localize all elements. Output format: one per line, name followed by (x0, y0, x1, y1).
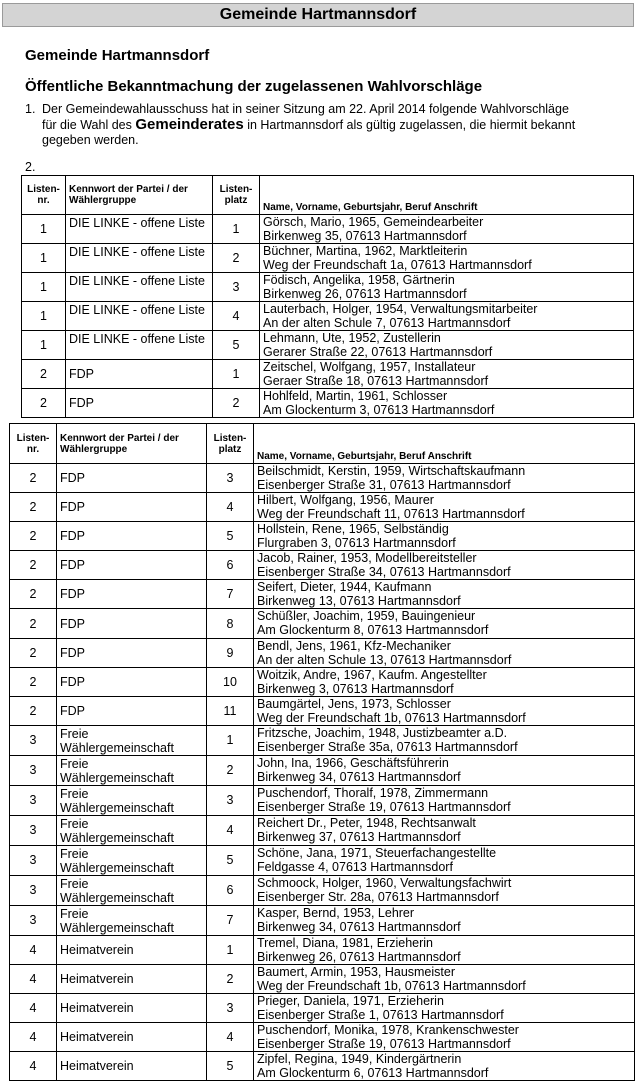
candidate-address: Flurgraben 3, 07613 Hartmannsdorf (257, 536, 456, 551)
candidate-name: Zeitschel, Wolfgang, 1957, Installateur (263, 360, 476, 374)
list-number-cell: 2 (10, 609, 57, 638)
table-row (10, 464, 635, 493)
candidate-address: Am Glockenturm 6, 07613 Hartmannsdorf (257, 1066, 489, 1081)
candidate-name: Beilschmidt, Kerstin, 1959, Wirtschaftskaufmann (257, 464, 526, 478)
candidate-cell (254, 1052, 635, 1081)
table-row (10, 609, 635, 638)
list-position-cell: 11 (207, 696, 254, 725)
candidate-cell (254, 935, 635, 964)
candidate-name: Schmoock, Holger, 1960, Verwaltungsfachwirt (257, 875, 512, 890)
list-number-cell: 1 (22, 273, 66, 302)
candidate-address: Eisenberger Straße 19, 07613 Hartmannsdorf (257, 1037, 511, 1052)
party-name-cell: Heimatverein (57, 1023, 207, 1052)
col-header-listenplatz: Listen-platz (207, 424, 254, 464)
party-name-cell: Freie Wählergemeinschaft (57, 815, 207, 845)
candidate-name: Jacob, Rainer, 1953, Modellbereitsteller (257, 551, 477, 566)
list-number-cell: 1 (22, 244, 66, 273)
candidate-name: John, Ina, 1966, Geschäftsführerin (257, 755, 449, 770)
list-number-cell: 3 (10, 755, 57, 785)
table-row (10, 522, 635, 551)
candidate-cell (254, 785, 635, 815)
list-position-cell: 4 (207, 493, 254, 522)
list-position-cell: 2 (213, 389, 260, 418)
list-number-cell: 4 (10, 964, 57, 993)
list-number-cell: 1 (22, 215, 66, 244)
candidate-address: Eisenberger Straße 34, 07613 Hartmannsdorf (257, 565, 511, 580)
candidate-address: Birkenweg 26, 07613 Hartmannsdorf (257, 949, 461, 964)
list-number-cell: 3 (10, 725, 57, 755)
candidate-name: Tremel, Diana, 1981, Erzieherin (257, 935, 434, 950)
list-position-cell: 10 (207, 667, 254, 696)
table-row (10, 994, 635, 1023)
list-position-cell: 5 (207, 845, 254, 875)
table-header-row (22, 176, 634, 215)
list-number-cell: 3 (10, 815, 57, 845)
candidate-name: Büchner, Martina, 1962, Marktleiterin (263, 244, 468, 258)
party-name-cell: FDP (57, 493, 207, 522)
candidate-address: Am Glockenturm 8, 07613 Hartmannsdorf (257, 623, 489, 638)
candidate-name: Zipfel, Regina, 1949, Kindergärtnerin (257, 1052, 462, 1067)
party-name-cell: FDP (57, 551, 207, 580)
list-position-cell: 3 (207, 785, 254, 815)
list-number-cell: 3 (10, 905, 57, 935)
list-number-cell: 3 (10, 785, 57, 815)
table-row (22, 389, 634, 418)
candidate-cell (254, 905, 635, 935)
party-name-cell: Freie Wählergemeinschaft (57, 785, 207, 815)
candidate-address: Weg der Freundschaft 11, 07613 Hartmannsdorf (257, 507, 525, 522)
col-header-listennr: Listen-nr. (10, 424, 57, 464)
item-text-part: in Hartmannsdorf als gültig zugelassen, die hiermit bekannt gegeben werden. (42, 118, 576, 147)
list-number-cell: 4 (10, 935, 57, 964)
candidate-name: Prieger, Daniela, 1971, Erzieherin (257, 994, 444, 1009)
list-position-cell: 3 (207, 994, 254, 1023)
candidate-cell (254, 667, 635, 696)
candidate-cell (260, 302, 634, 331)
candidates-table-1 (21, 175, 634, 418)
table-row (10, 667, 635, 696)
candidate-address: Eisenberger Straße 19, 07613 Hartmannsdorf (257, 799, 511, 814)
item-number-2: 2. (25, 160, 36, 174)
candidate-address: Birkenweg 34, 07613 Hartmannsdorf (257, 919, 461, 934)
list-number-cell: 3 (10, 875, 57, 905)
party-name-cell: DIE LINKE - offene Liste (66, 302, 213, 331)
table-row (10, 696, 635, 725)
page-banner: Gemeinde Hartmannsdorf (2, 3, 634, 27)
candidate-cell (260, 244, 634, 273)
candidate-address: Birkenweg 35, 07613 Hartmannsdorf (263, 229, 467, 243)
table-row (10, 935, 635, 964)
table-row (10, 964, 635, 993)
item-number: 1. (25, 102, 36, 116)
table-row (10, 493, 635, 522)
table-row (10, 638, 635, 667)
list-position-cell: 1 (207, 935, 254, 964)
list-number-cell: 2 (10, 696, 57, 725)
item-text (42, 102, 582, 148)
party-name-cell: Heimatverein (57, 1052, 207, 1081)
list-number-cell: 2 (10, 667, 57, 696)
candidate-name: Reichert Dr., Peter, 1948, Rechtsanwalt (257, 815, 476, 830)
table-row (22, 273, 634, 302)
party-name-cell: FDP (57, 638, 207, 667)
candidate-name: Fritzsche, Joachim, 1948, Justizbeamter a.D. (257, 725, 508, 740)
table-row (10, 875, 635, 905)
candidate-address: Geraer Straße 18, 07613 Hartmannsdorf (263, 374, 489, 388)
candidate-address: Eisenberger Straße 35a, 07613 Hartmannsdorf (257, 739, 518, 754)
list-number-cell: 4 (10, 1023, 57, 1052)
candidate-name: Lauterbach, Holger, 1954, Verwaltungsmitarbeiter (263, 302, 538, 316)
party-name-cell: FDP (66, 360, 213, 389)
list-position-cell: 5 (207, 1052, 254, 1081)
candidate-cell (254, 580, 635, 609)
list-position-cell: 7 (207, 905, 254, 935)
candidate-name: Puschendorf, Monika, 1978, Krankenschwester (257, 1023, 519, 1038)
candidate-address: Eisenberger Straße 1, 07613 Hartmannsdorf (257, 1008, 504, 1023)
candidate-address: Feldgasse 4, 07613 Hartmannsdorf (257, 859, 453, 874)
party-name-cell: FDP (57, 667, 207, 696)
candidate-address: An der alten Schule 13, 07613 Hartmannsdorf (257, 652, 512, 667)
list-position-cell: 5 (207, 522, 254, 551)
candidate-cell (260, 331, 634, 360)
table-row (22, 331, 634, 360)
list-position-cell: 1 (213, 215, 260, 244)
candidate-cell (260, 273, 634, 302)
candidate-name: Hollstein, Rene, 1965, Selbständig (257, 522, 449, 537)
candidate-cell (254, 815, 635, 845)
list-number-cell: 2 (10, 551, 57, 580)
party-name-cell: FDP (57, 464, 207, 493)
table-row (10, 725, 635, 755)
table-row (10, 1052, 635, 1081)
list-position-cell: 2 (207, 755, 254, 785)
candidate-address: Birkenweg 3, 07613 Hartmannsdorf (257, 681, 454, 696)
candidate-cell (254, 755, 635, 785)
party-name-cell: Heimatverein (57, 994, 207, 1023)
candidate-address: Gerarer Straße 22, 07613 Hartmannsdorf (263, 345, 493, 359)
candidate-address: Weg der Freundschaft 1a, 07613 Hartmannsdorf (263, 258, 532, 272)
candidate-name: Hohlfeld, Martin, 1961, Schlosser (263, 389, 448, 403)
table-row (10, 1023, 635, 1052)
candidate-address: Weg der Freundschaft 1b, 07613 Hartmannsdorf (257, 978, 526, 993)
party-name-cell: Freie Wählergemeinschaft (57, 875, 207, 905)
candidate-address: Eisenberger Str. 28a, 07613 Hartmannsdorf (257, 889, 499, 904)
candidate-address: Birkenweg 37, 07613 Hartmannsdorf (257, 829, 461, 844)
col-header-kennwort: Kennwort der Partei / der Wählergruppe (66, 176, 213, 215)
table-row (22, 215, 634, 244)
party-name-cell: DIE LINKE - offene Liste (66, 331, 213, 360)
list-position-cell: 9 (207, 638, 254, 667)
document-subheading: Öffentliche Bekanntmachung der zugelassenen Wahlvorschläge (25, 78, 483, 95)
party-name-cell: FDP (57, 522, 207, 551)
candidate-name: Lehmann, Ute, 1952, Zustellerin (263, 331, 441, 345)
list-position-cell: 2 (207, 964, 254, 993)
col-header-listenplatz: Listen-platz (213, 176, 260, 215)
table-row (22, 244, 634, 273)
list-position-cell: 1 (207, 725, 254, 755)
list-position-cell: 7 (207, 580, 254, 609)
list-number-cell: 2 (10, 580, 57, 609)
item-text-bold: Gemeinderates (135, 116, 244, 133)
candidate-cell (260, 215, 634, 244)
party-name-cell: FDP (57, 696, 207, 725)
list-position-cell: 3 (207, 464, 254, 493)
candidate-name: Baumgärtel, Jens, 1973, Schlosser (257, 696, 451, 711)
candidate-address: Birkenweg 34, 07613 Hartmannsdorf (257, 769, 461, 784)
list-position-cell: 2 (213, 244, 260, 273)
table-row (10, 845, 635, 875)
item-text-part: Der Gemeindewahlausschuss hat in seiner Sitzung am 22. April 2014 folgende Wahlvorschläge für die Wahl des (42, 102, 569, 132)
list-number-cell: 3 (10, 845, 57, 875)
list-number-cell: 2 (22, 389, 66, 418)
candidate-cell (254, 551, 635, 580)
candidate-name: Kasper, Bernd, 1953, Lehrer (257, 905, 415, 920)
candidate-address: Weg der Freundschaft 1b, 07613 Hartmannsdorf (257, 710, 526, 725)
candidate-address: An der alten Schule 7, 07613 Hartmannsdorf (263, 316, 511, 330)
candidate-cell (254, 845, 635, 875)
candidate-cell (254, 1023, 635, 1052)
candidate-name: Födisch, Angelika, 1958, Gärtnerin (263, 273, 455, 287)
party-name-cell: Freie Wählergemeinschaft (57, 845, 207, 875)
candidate-address: Eisenberger Straße 31, 07613 Hartmannsdorf (257, 478, 511, 492)
table-row (10, 580, 635, 609)
candidate-cell (254, 493, 635, 522)
party-name-cell: Freie Wählergemeinschaft (57, 755, 207, 785)
party-name-cell: FDP (57, 580, 207, 609)
list-number-cell: 1 (22, 331, 66, 360)
list-number-cell: 2 (10, 493, 57, 522)
table-row (22, 360, 634, 389)
party-name-cell: DIE LINKE - offene Liste (66, 244, 213, 273)
party-name-cell: FDP (57, 609, 207, 638)
list-position-cell: 1 (213, 360, 260, 389)
candidate-name: Seifert, Dieter, 1944, Kaufmann (257, 580, 432, 595)
candidate-address: Birkenweg 26, 07613 Hartmannsdorf (263, 287, 467, 301)
party-name-cell: Freie Wählergemeinschaft (57, 725, 207, 755)
table-row (10, 905, 635, 935)
candidate-cell (254, 994, 635, 1023)
party-name-cell: Heimatverein (57, 935, 207, 964)
list-position-cell: 6 (207, 875, 254, 905)
list-position-cell: 4 (213, 302, 260, 331)
list-position-cell: 8 (207, 609, 254, 638)
col-header-kennwort: Kennwort der Partei / der Wählergruppe (57, 424, 207, 464)
candidates-table-2 (9, 423, 635, 1081)
document-heading: Gemeinde Hartmannsdorf (25, 47, 210, 64)
list-position-cell: 5 (213, 331, 260, 360)
candidate-cell (254, 696, 635, 725)
candidate-name: Bendl, Jens, 1961, Kfz-Mechaniker (257, 638, 451, 653)
candidate-name: Schüßler, Joachim, 1959, Bauingenieur (257, 609, 476, 624)
party-name-cell: Freie Wählergemeinschaft (57, 905, 207, 935)
list-position-cell: 4 (207, 1023, 254, 1052)
list-position-cell: 3 (213, 273, 260, 302)
candidate-name: Baumert, Armin, 1953, Hausmeister (257, 964, 455, 979)
candidate-cell (254, 875, 635, 905)
candidate-name: Görsch, Mario, 1965, Gemeindearbeiter (263, 215, 484, 229)
table-row (10, 755, 635, 785)
candidate-name: Woitzik, Andre, 1967, Kaufm. Angestellter (257, 667, 487, 682)
col-header-name: Name, Vorname, Geburtsjahr, Beruf Anschrift (254, 424, 635, 464)
list-number-cell: 2 (10, 464, 57, 493)
candidate-cell (254, 964, 635, 993)
list-number-cell: 4 (10, 994, 57, 1023)
candidate-name: Hilbert, Wolfgang, 1956, Maurer (257, 493, 434, 508)
candidate-cell (260, 360, 634, 389)
table-row (10, 815, 635, 845)
list-number-cell: 2 (22, 360, 66, 389)
candidate-cell (254, 464, 635, 493)
party-name-cell: DIE LINKE - offene Liste (66, 273, 213, 302)
table-header-row (10, 424, 635, 464)
list-number-cell: 2 (10, 522, 57, 551)
candidate-cell (254, 609, 635, 638)
candidate-name: Puschendorf, Thoralf, 1978, Zimmermann (257, 785, 489, 800)
list-number-cell: 1 (22, 302, 66, 331)
party-name-cell: FDP (66, 389, 213, 418)
candidate-cell (254, 638, 635, 667)
candidate-name: Schöne, Jana, 1971, Steuerfachangestellte (257, 845, 497, 860)
party-name-cell: DIE LINKE - offene Liste (66, 215, 213, 244)
list-position-cell: 6 (207, 551, 254, 580)
table-row (10, 785, 635, 815)
list-position-cell: 4 (207, 815, 254, 845)
party-name-cell: Heimatverein (57, 964, 207, 993)
col-header-listennr: Listen-nr. (22, 176, 66, 215)
candidate-address: Birkenweg 13, 07613 Hartmannsdorf (257, 594, 461, 609)
candidate-cell (254, 725, 635, 755)
col-header-name: Name, Vorname, Geburtsjahr, Beruf Anschrift (260, 176, 634, 215)
candidate-address: Am Glockenturm 3, 07613 Hartmannsdorf (263, 403, 495, 417)
list-number-cell: 4 (10, 1052, 57, 1081)
table-row (22, 302, 634, 331)
candidate-cell (254, 522, 635, 551)
list-number-cell: 2 (10, 638, 57, 667)
candidate-cell (260, 389, 634, 418)
table-row (10, 551, 635, 580)
